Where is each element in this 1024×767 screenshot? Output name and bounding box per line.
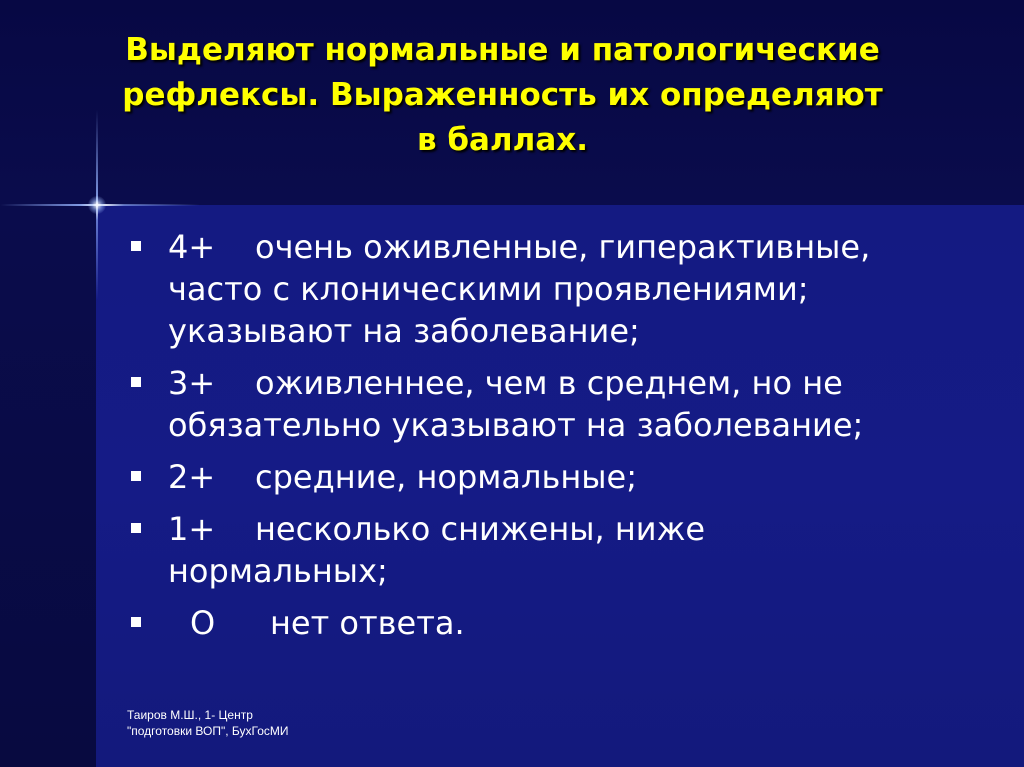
bullet-line xyxy=(168,456,1006,498)
slide-title-line: в баллах. xyxy=(416,122,589,158)
bullet-line: указывают на заболевание; xyxy=(168,312,640,350)
score-value: 2+ xyxy=(168,458,216,496)
slide-title xyxy=(40,28,965,163)
slide-title-line: рефлексы. Выраженность их определяют xyxy=(122,77,883,113)
footer-line: "подготовки ВОП", БухГосМИ xyxy=(127,724,289,738)
bullet-line xyxy=(168,602,1006,644)
score-value: О xyxy=(190,604,216,642)
score-value: 1+ xyxy=(168,510,216,548)
bullet-line xyxy=(168,226,1006,268)
square-bullet-icon xyxy=(131,241,141,251)
list-item-score-4 xyxy=(126,226,1006,352)
list-item-score-3 xyxy=(126,362,1006,446)
bullet-line: обязательно указывают на заболевание; xyxy=(168,406,864,444)
list-item-score-0 xyxy=(126,602,1006,644)
bullet-text: оживленнее, чем в среднем, но не xyxy=(255,364,843,402)
bullet-line xyxy=(168,508,1006,550)
score-value: 4+ xyxy=(168,228,216,266)
footer-line: Таиров М.Ш., 1- Центр xyxy=(127,708,253,722)
square-bullet-icon xyxy=(131,617,141,627)
bullet-line: нормальных; xyxy=(168,552,388,590)
list-item-score-2 xyxy=(126,456,1006,498)
bullet-text: очень оживленные, гиперактивные, xyxy=(255,228,871,266)
slide-title-line: Выделяют нормальные и патологические xyxy=(125,32,880,68)
light-flare-icon xyxy=(88,196,106,214)
bullet-line: часто с клоническими проявлениями; xyxy=(168,270,809,308)
bullet-text: нет ответа. xyxy=(270,604,465,642)
square-bullet-icon xyxy=(131,377,141,387)
bullet-text: несколько снижены, ниже xyxy=(255,510,706,548)
list-item-score-1 xyxy=(126,508,1006,592)
bullet-line xyxy=(168,362,1006,404)
reflex-score-list xyxy=(126,226,1006,654)
square-bullet-icon xyxy=(131,471,141,481)
score-value: 3+ xyxy=(168,364,216,402)
slide-footer xyxy=(127,707,288,739)
bullet-text: средние, нормальные; xyxy=(255,458,637,496)
square-bullet-icon xyxy=(131,523,141,533)
left-band xyxy=(0,205,96,767)
